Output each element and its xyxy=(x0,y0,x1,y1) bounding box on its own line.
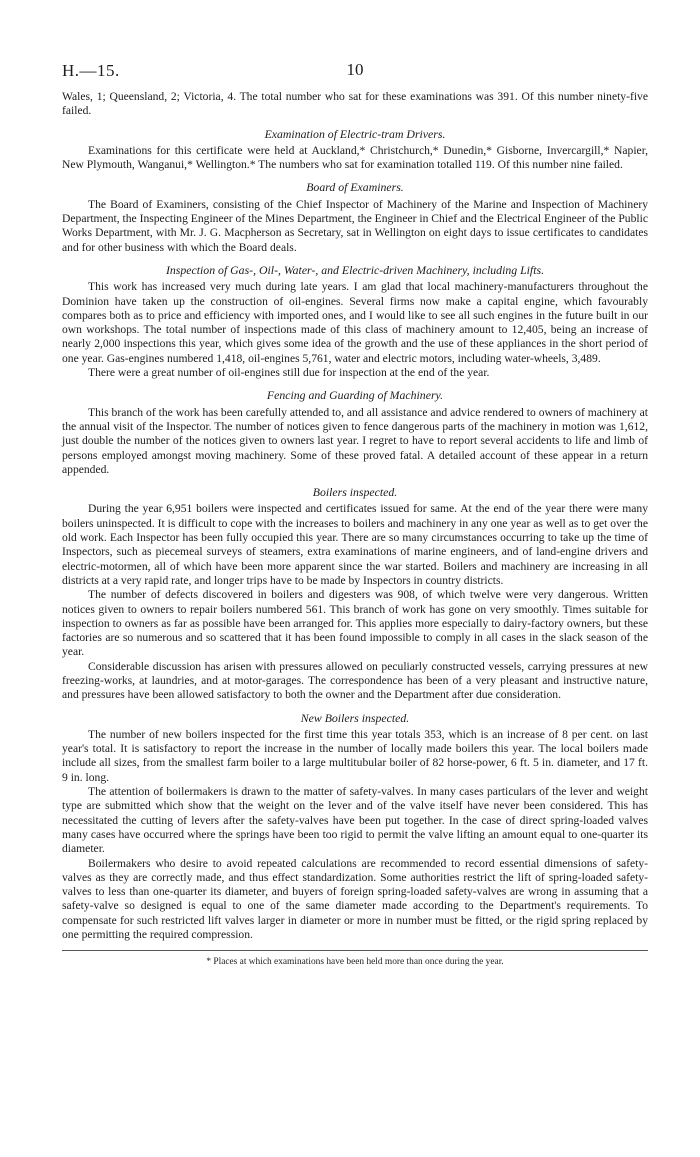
paragraph: During the year 6,951 boilers were inspected and certificates issued for same. At the end of the year there were many boilers uninspected. It is difficult to cope with the increases to boilers and machinery in any one year as well as to get over the old work. Each Inspector has been fully occupied this year. There are so many circumstances occurring to take up the time of Inspectors, such as piecemeal surveys of steamers, extra examinations of marine engineers, and of land-engine drivers and electric-motormen, all of which have been more apparent since the war started. Boilers and machinery are increasing in all districts at a very rapid rate, and longer trips have to be made by Inspectors in country districts. xyxy=(62,502,648,587)
section-heading-machinery-inspection: Inspection of Gas-, Oil-, Water-, and Electric-driven Machinery, including Lifts. xyxy=(165,262,545,277)
paragraph: The Board of Examiners, consisting of the Chief Inspector of Machinery of the Marine and Inspection of Machinery Department, the Inspecting Engineer of the Mines Department, the Engineer in Chief and the Electrical Engineer of the Public Works Department, with Mr. J. G. Macpherson as Secretary, sat in Wellington on eight days to issue certificates to candidates and for other business with which the Board deals. xyxy=(62,197,648,254)
paragraph: This work has increased very much during late years. I am glad that local machinery-manufacturers throughout the Dominion have taken up the construction of oil-engines. Several firms now make a capital engine, which favourably compares both as to price and efficiency with imported ones, and I would like to see all such engines in the future built in our own workshops. The total number of inspections made of this class of machinery amount to 12,405, being an increase of nearly 2,000 inspections this year, which gives some idea of the growth and the use of these appliances in the short period of one year. Gas-engines numbered 1,418, oil-engines 5,761, water and electric motors, including water-wheels, 3,489. xyxy=(62,280,648,365)
footnote: * Places at which examinations have been held more than once during the year. xyxy=(206,957,504,968)
paragraph: The attention of boilermakers is drawn to the matter of safety-valves. In many cases particulars of the lever and weight type are submitted which show that the weight on the lever and of the valve itself have never been considered. This has necessitated the cutting of levers after the safety-valves have been put together. In the case of direct spring-loaded valves many cases have occurred where the springs have been too rigid to permit the valve lifting an amount equal to one-quarter its diameter. xyxy=(62,785,648,856)
paragraph: This branch of the work has been carefully attended to, and all assistance and advice rendered to owners of machinery at the annual visit of the Inspector. The number of notices given to fence dangerous parts of the machinery in motion was 1,612, just double the number of the notices given to owners last year. I regret to have to report several accidents to life and limb of persons employed amongst moving machinery. Some of these proved fatal. A detailed account of these appear in a return appended. xyxy=(62,405,648,476)
paragraph: Considerable discussion has arisen with pressures allowed on peculiarly constructed vessels, carrying pressures at new freezing-works, at laundries, and at motor-garages. The correspondence has been of a very pleasant and instructive nature, and pressures have been allowed satisfactory to both the owner and the Department after due consideration. xyxy=(62,659,648,702)
page-number: 10 xyxy=(346,60,364,79)
paragraph: The number of new boilers inspected for the first time this year totals 353, which is an increase of 8 per cent. on last year's total. It is satisfactory to report the increase in the number of locally made boilers this year. The local boilers made include all sizes, from the smallest farm boiler to a large multitubular boiler of 82 horse-power, 6 ft. 5 in. diameter, and 17 ft. 9 in. long. xyxy=(62,727,648,784)
section-heading-fencing: Fencing and Guarding of Machinery. xyxy=(266,388,444,403)
document-reference: H.—15. xyxy=(62,61,120,80)
paragraph: Boilermakers who desire to avoid repeated calculations are recommended to record essential dimensions of safety-valves as they are correctly made, and thus effect standardization. Some authorities restrict the lift of spring-loaded safety-valves to less than one-quarter its diameter, and buyers of foreign spring-loaded safety-valves are wrong in assuming that a safety-valve so designed is equal to one of the same diameter made according to the Department's requirements. To compensate for such restricted lift valves larger in diameter or more in number must be fitted, or the rigid spring replaced by one permitting the required compression. xyxy=(62,856,648,942)
section-heading-new-boilers: New Boilers inspected. xyxy=(300,710,410,725)
paragraph: The number of defects discovered in boilers and digesters was 908, of which twelve were very dangerous. Written notices given to owners to repair boilers numbered 561. This branch of work has gone on very smoothly. Times suitable for inspection to owners as far as possible have been arranged for. This applies more especially to dairy-factory owners, but these factories are so numerous and so scattered that it has been found impossible to comply in all cases in the slack season of the year. xyxy=(62,588,648,659)
page-header xyxy=(62,60,648,90)
footnote-divider xyxy=(62,950,648,951)
intro-paragraph: Wales, 1; Queensland, 2; Victoria, 4. The total number who sat for these examinations was 391. Of this number ninety-five failed. xyxy=(62,90,648,118)
section-heading-electric-tram: Examination of Electric-tram Drivers. xyxy=(264,126,446,141)
section-heading-board-of-examiners: Board of Examiners. xyxy=(306,180,404,195)
paragraph: There were a great number of oil-engines still due for inspection at the end of the year. xyxy=(88,366,490,380)
paragraph: Examinations for this certificate were held at Auckland,* Christchurch,* Dunedin,* Gisborne, Invercargill,* Napier, New Plymouth, Wanganui,* Wellington.* The numbers who sat for examination totalled 119. Of this number nine failed. xyxy=(62,143,648,172)
section-heading-boilers-inspected: Boilers inspected. xyxy=(312,485,398,500)
